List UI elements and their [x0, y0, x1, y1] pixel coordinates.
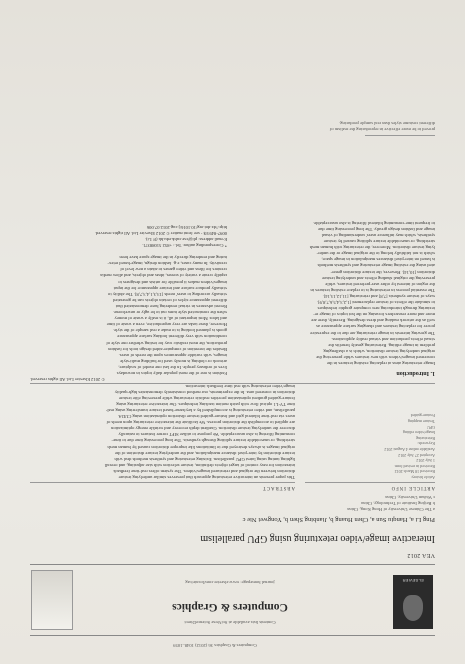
body-line: preserving the original shading effects and underlying texture	[321, 275, 435, 281]
affiliation-line: a The Chinese University of Hong Kong, China	[347, 507, 435, 512]
journal-cover-thumbnail	[31, 570, 73, 630]
body-line: However, these tasks are very unproductive, even a waste of time	[106, 322, 227, 328]
body-line: stretching, or unavoidable texture splitting caused by texture	[323, 239, 435, 245]
body-line: 0097-8493/$ - see front matter © 2012 Elsevier Ltd. All rights reserved.	[94, 230, 227, 236]
body-line: which is not faithfully belong to the original image or the under-	[316, 251, 435, 257]
body-line: lives of ordinary people. In the last one model of sculpture,	[118, 364, 227, 370]
body-line: virtually according to users' needs [13,3,1,4,3,7,8]. The ability to	[107, 291, 227, 297]
body-line: different appearance styles of certain objects can be generated	[113, 297, 227, 303]
body-line: is based on inter-pixel distances manipulation in image space,	[321, 257, 435, 263]
article-info-line: Article history:	[410, 475, 435, 480]
body-line: production, the most realistic way for testing whether one style of	[106, 340, 227, 346]
article-info-line: Keywords:	[417, 441, 435, 447]
body-column-left	[239, 220, 435, 366]
body-line: ated using the existing image retexturing and synthesis methods	[317, 263, 435, 269]
divider	[305, 482, 435, 483]
journal-homepage[interactable]: journal homepage: www.elsevier.com/locate/cag	[185, 580, 275, 585]
body-line: http://dx.doi.org/10.1016/j.cag.2012.07.006	[146, 224, 227, 230]
abstract-line: discover the underlying texture distortion. Gradient depth recovery and wrinkle energy optimization	[111, 426, 295, 432]
abstract-line: lighting tuning using latest GPU parallelism. Existing retexturing and synthesis methods deal with	[114, 456, 295, 462]
body-line: rapidly create a variety of scenes, ideas and objects, and allow media	[100, 273, 227, 279]
body-line: to simulate the effects of texture replacement [1,2,3,4,5,6,7,8,9].	[316, 300, 435, 306]
abstract-line: users via real-time bilateral grid and feature-guided texture distortion optimization using CUDA	[118, 414, 295, 420]
body-line: to frequent time-consuming bilateral filtering is also unacceptable.	[312, 220, 435, 226]
footnote-line: proved to be more effective in reproducing the realism of	[329, 127, 435, 132]
article-info-line: Available online 4 August 2012	[384, 447, 435, 453]
affiliation-line: c Wuhan University, China	[385, 495, 435, 501]
body-column-right	[30, 224, 227, 376]
body-line: the region of interest by other user-preferred textures, while	[325, 281, 435, 287]
article-info-line: Feature-guided	[410, 413, 435, 419]
journal-citation: Computers & Graphics 36 (2012) 1048–1059	[173, 643, 257, 648]
section-tag: VEA 2012	[407, 552, 435, 558]
body-line: synthesis, which may influence users' understanding of visual	[321, 233, 435, 239]
article-info-line: Received in revised form	[394, 463, 435, 469]
article-info-line: 1 July 2012	[416, 458, 435, 464]
abstract-line: original images is always destroyed due to limitations like improper distortion caused by human mesh	[107, 444, 295, 450]
abstract-line: interaction for easy control of target objects definition, texture selection with size adjusting, and overall	[104, 462, 295, 468]
body-line: Image retexturing aims at replacing existing textures in the	[326, 361, 435, 366]
body-line: problem in image editing. Retexturing greatly benefits the	[328, 342, 435, 348]
abstract-line: distortion between the original and retextured images/videos. The system offers real-time feedback	[113, 468, 295, 474]
body-line: E-mail address: pli@cse.cuhk.edu.hk (P. Li).	[144, 236, 227, 242]
body-line: well as the artwork making and dress designing. Recently, there are	[311, 318, 435, 324]
article-info-line: Retexturing	[416, 435, 435, 441]
article-info-heading: ARTICLE INFO	[390, 485, 435, 490]
elsevier-logo-icon	[393, 575, 433, 629]
abstract-line: image/video retexturing with real time feedback interaction.	[184, 383, 295, 389]
abstract-body	[30, 376, 295, 480]
body-line: goods is planned looking is to make a real sample of the style.	[112, 328, 227, 334]
body-line: turing and rendering directly in the image space have been	[119, 255, 227, 261]
body-line: virtually produce surface and texture appearance for the input	[113, 285, 227, 291]
abstract-line: stretching, or unavoidable texture splitting through synthesis. The long processing time due to time-	[111, 438, 295, 444]
body-line: power for replacing textures and changing surface appearance as	[316, 324, 435, 330]
body-line: ways of texture synthesis [7,8] and retexturing [11,12,13,14].	[322, 293, 435, 299]
body-line: The essential process in retexturing is to replace existing textures in	[310, 287, 435, 293]
body-line: original underlying texture distortion, which is a challenging	[323, 348, 435, 354]
affiliations	[215, 495, 435, 512]
article-info-line: Accepted 27 July 2012	[398, 452, 435, 458]
body-line: images, with variable appearances upon the needs of users.	[118, 352, 227, 358]
abstract-line: are applied to accomplish the distortion process. We facilitate the interactive retexturing upon needs of	[106, 420, 295, 426]
article-info-line: GPU	[426, 424, 435, 430]
abstract-line: feature-guided gradient optimization provides realistic retexturing while preserving elite texture	[118, 395, 295, 401]
footnote-line: different costume styles than real sample producing.	[339, 120, 435, 126]
body-line: The growing interests in image retexturing are due to the expressive	[309, 330, 435, 336]
body-line: more and more researchers focusing on the hot topics of image re-	[313, 312, 435, 318]
affiliation-line: b Beijing Institute of Technology, China	[361, 501, 435, 507]
article-info-line: Texture mapping	[407, 419, 435, 425]
body-line: image and fashion design greatly. The long processing time due	[318, 226, 435, 232]
journal-title: Computers & Graphics	[172, 601, 288, 613]
author-list: Ping Li a, Hanqiu Sun a, Chen Huang b, Jianbing Shen b, Yongwei Nie c	[242, 516, 435, 523]
divider	[365, 135, 435, 136]
introduction-heading: 1. Introduction	[396, 370, 435, 376]
body-line: and labor. Most important of all, it is really a waste of money	[114, 316, 227, 322]
body-line: texturing through introducing new computer graphic techniques	[317, 306, 435, 312]
body-line: visual effects production and virtual reality applications.	[331, 336, 435, 342]
body-line: images/videos makes it possible for artists and designers to	[118, 279, 227, 285]
abstract-line: texture distortion by inter-pixel distance manipulation, and the underlying texture distortion of the	[114, 450, 295, 456]
body-line: concerned images/videos with new textures while preserving the	[316, 354, 435, 360]
publisher-logo-text: ELSEVIER	[402, 578, 424, 583]
paper-title: Interactive image/video retexturing using GPU parallelism	[200, 533, 435, 544]
copyright-notice: © 2012 Elsevier Ltd. All rights reserved.	[30, 377, 105, 383]
abstract-line: parallelism, and video retexturing is accomplished by a keyframe-based texture transferring using real-	[105, 407, 295, 413]
contents-line: Contents lists available at SciVerse ScienceDirect	[184, 620, 276, 625]
article-info	[307, 413, 435, 480]
abstract-line: consuming filtering is also unacceptable. We propose to utilize SIFT corner features to naturally	[118, 432, 295, 438]
abstract-heading: ABSTRACT	[261, 485, 295, 490]
article-info-line: Received 18 March 2012	[394, 469, 435, 475]
abstract-line: time TV-L1 optical flow with patch motion tracking techniques. Our interactive retexturing using	[116, 401, 295, 407]
abstract-line: This paper presents an interactive retexturing approach that preserves similar underlying texture	[118, 475, 295, 480]
body-line: Recent advances in virtual rendering have demonstrated that	[115, 303, 227, 309]
divider	[30, 383, 435, 384]
body-line: distortion [10,14]. However, the texture distortion gener-	[330, 269, 435, 275]
journal-header	[30, 564, 435, 636]
body-line: combination with very different looking surface appearance	[117, 334, 227, 340]
body-line: creators for films and video games to attain a new level of	[120, 267, 227, 273]
body-line: * Corresponding author. Tel.: +852 51088371.	[141, 243, 227, 249]
article-info-line: Image/video editing	[402, 430, 435, 436]
divider	[30, 482, 295, 483]
body-line: Besides the invention of computer-aided design tools for fashion	[108, 346, 227, 352]
body-line: lying texture distortion. Moreover, the retexturing with human mesh	[309, 245, 435, 251]
body-line: when the constructed style turns out to be ugly or unwelcome.	[112, 310, 227, 316]
body-line: artwork or clothing is mostly used for building multi-style	[120, 358, 227, 364]
body-line: Fashion is one of the most popular daily topics in nowadays	[116, 371, 227, 376]
abstract-line: distortion in cornered area. In the experiments, our method consistently demonstrates high-quality	[114, 389, 295, 395]
body-line: creativity. In many cases, e.g. fashion design, image-based retex-	[107, 261, 227, 267]
footnote	[235, 120, 435, 132]
